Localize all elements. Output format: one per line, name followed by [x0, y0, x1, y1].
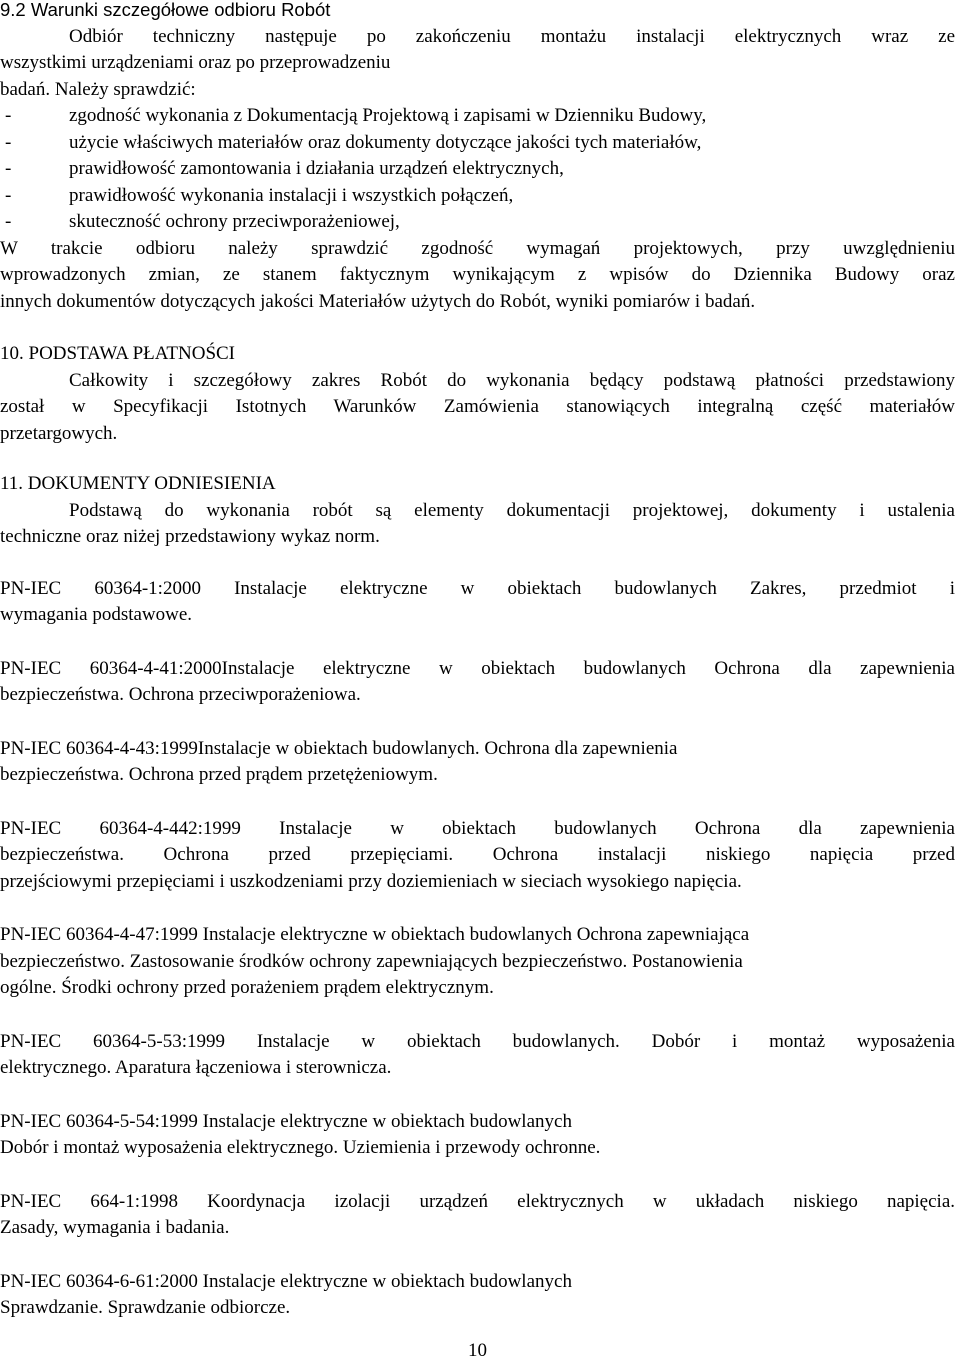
paragraph-line: Odbiór techniczny następuje po zakończeniu montażu instalacji elektrycznych wraz ze [69, 25, 955, 47]
norm-entry [0, 656, 955, 709]
norm-line: PN-IEC 60364-1:2000 Instalacje elektryczne w obiektach budowlanych Zakres, przedmiot i [0, 577, 955, 599]
norm-entry [0, 1029, 955, 1082]
norm-line: Dobór i montaż wyposażenia elektrycznego. Uziemienia i przewody ochronne. [0, 1137, 601, 1158]
norm-line: ogólne. Środki ochrony przed porażeniem prądem elektrycznym. [0, 977, 494, 998]
norm-line: PN-IEC 60364-5-54:1999 Instalacje elektryczne w obiektach budowlanych [0, 1110, 572, 1132]
norm-line: bezpieczeństwa. Ochrona przed przepięciami. Ochrona instalacji niskiego napięcia przed [0, 844, 955, 865]
paragraph-line: został w Specyfikacji Istotnych Warunków Zamówienia stanowiących integralną część materiałów [0, 396, 955, 417]
norm-line: Zasady, wymagania i badania. [0, 1217, 230, 1238]
norm-line: bezpieczeństwa. Ochrona przeciwporażeniowa. [0, 684, 361, 705]
paragraph-line: Całkowity i szczegółowy zakres Robót do wykonania będący podstawą płatności przedstawiony [69, 369, 955, 391]
norm-line: PN-IEC 60364-4-43:1999Instalacje w obiektach budowlanych. Ochrona dla zapewnienia [0, 737, 678, 759]
bullet-dash: - [5, 105, 12, 126]
bullet-dash: - [5, 158, 12, 179]
section-heading: 11. DOKUMENTY ODNIESIENIA [0, 473, 276, 494]
bullet-dash: - [5, 184, 12, 206]
norm-entry [0, 736, 955, 789]
norm-line: bezpieczeństwo. Zastosowanie środków ochrony zapewniających bezpieczeństwo. Postanowienia [0, 950, 743, 972]
norm-line: Sprawdzanie. Sprawdzanie odbiorcze. [0, 1297, 291, 1318]
section-10 [0, 341, 955, 447]
norm-entry [0, 1269, 955, 1322]
norm-line: PN-IEC 60364-4-41:2000Instalacje elektryczne w obiektach budowlanych Ochrona dla zapewnienia [0, 657, 955, 679]
norm-line: PN-IEC 60364-5-53:1999 Instalacje w obiektach budowlanych. Dobór i montaż wyposażenia [0, 1030, 955, 1052]
norm-line: elektrycznego. Aparatura łączeniowa i sterownicza. [0, 1057, 392, 1078]
page-number: 10 [468, 1340, 487, 1361]
paragraph-line: innych dokumentów dotyczących jakości Materiałów użytych do Robót, wyniki pomiarów i badań. [0, 290, 756, 312]
paragraph-line: wprowadzonych zmian, ze stanem faktycznym wynikającym z wpisów do Dziennika Budowy oraz [0, 264, 955, 285]
list-item: - zgodność wykonania z Dokumentacją Projektową i zapisami w Dzienniku Budowy, [0, 103, 955, 130]
norm-line: bezpieczeństwa. Ochrona przed prądem przetężeniowym. [0, 764, 438, 785]
section-11 [0, 471, 955, 551]
section-heading: 10. PODSTAWA PŁATNOŚCI [0, 343, 236, 364]
norm-line: PN-IEC 664-1:1998 Koordynacja izolacji urządzeń elektrycznych w układach niskiego napięcia. [0, 1190, 955, 1212]
list-item: - użycie właściwych materiałów oraz dokumenty dotyczące jakości tych materiałów, [0, 130, 955, 157]
bullet-dash: - [5, 131, 12, 153]
norms-list [0, 576, 955, 1322]
norm-line: PN-IEC 60364-6-61:2000 Instalacje elektryczne w obiektach budowlanych [0, 1270, 572, 1292]
norm-line: wymagania podstawowe. [0, 604, 193, 625]
norm-line: PN-IEC 60364-4-442:1999 Instalacje w obiektach budowlanych Ochrona dla zapewnienia [0, 817, 955, 839]
norm-entry [0, 1109, 955, 1162]
bullet-dash: - [5, 211, 12, 232]
paragraph-line: W trakcie odbioru należy sprawdzić zgodność wymagań projektowych, przy uwzględnieniu [0, 237, 955, 259]
norm-entry [0, 576, 955, 629]
list-item: - skuteczność ochrony przeciwporażeniowej, [0, 209, 955, 236]
norm-entry [0, 922, 955, 1002]
section-9-2 [0, 0, 955, 315]
list-item: - prawidłowość wykonania instalacji i wszystkich połączeń, [0, 183, 955, 210]
paragraph-line: techniczne oraz niżej przedstawiony wykaz norm. [0, 526, 380, 547]
norm-line: przejściowymi przepięciami i uszkodzeniami przy doziemieniach w sieciach wysokiego napięcia. [0, 870, 742, 892]
paragraph-line: przetargowych. [0, 422, 118, 444]
section-heading: 9.2 Warunki szczegółowe odbioru Robót [0, 0, 331, 20]
norm-line: PN-IEC 60364-4-47:1999 Instalacje elektryczne w obiektach budowlanych Ochrona zapewniająca [0, 924, 750, 945]
paragraph-line: Podstawą do wykonania robót są elementy dokumentacji projektowej, dokumenty i ustalenia [69, 499, 955, 521]
norm-entry [0, 1189, 955, 1242]
checklist [0, 103, 955, 236]
paragraph-line: wszystkimi urządzeniami oraz po przeprowadzeniu [0, 52, 391, 73]
list-item: - prawidłowość zamontowania i działania urządzeń elektrycznych, [0, 156, 955, 183]
paragraph-line: badań. Należy sprawdzić: [0, 78, 196, 100]
norm-entry [0, 816, 955, 896]
